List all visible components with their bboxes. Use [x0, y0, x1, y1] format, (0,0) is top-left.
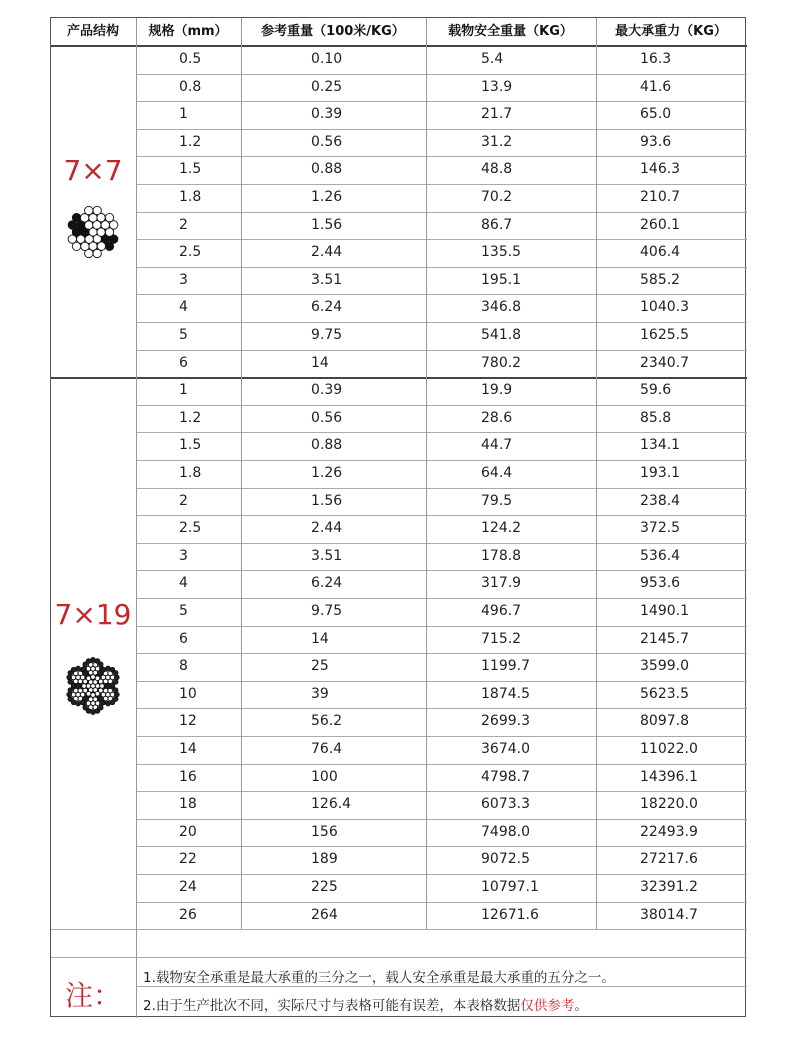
- row-divider: [136, 902, 747, 903]
- row-divider: [136, 653, 747, 654]
- table-cell: 1.2: [179, 409, 202, 426]
- table-cell: 2: [179, 492, 188, 509]
- table-cell: 1: [179, 106, 188, 123]
- row-divider: [136, 460, 747, 461]
- table-cell: 536.4: [640, 547, 681, 564]
- table-cell: 70.2: [481, 189, 513, 205]
- row-divider: [136, 101, 747, 102]
- row-divider: [136, 239, 747, 240]
- table-cell: 14: [311, 630, 329, 647]
- wire: [76, 684, 81, 689]
- wire: [95, 691, 100, 696]
- rope-7x19-cross-section-icon: [53, 648, 133, 724]
- wire: [68, 697, 73, 702]
- table-cell: 156: [311, 823, 338, 840]
- wire: [105, 213, 113, 221]
- table-cell: 5: [179, 327, 188, 343]
- table-cell: 65.0: [640, 106, 672, 123]
- group-divider: [51, 377, 747, 379]
- table-cell: 3: [179, 547, 188, 564]
- table-cell: 124.2: [481, 520, 522, 537]
- note-line-1: 1.载物安全承重是最大承重的三分之一，载人安全承重是最大承重的五分之一。: [143, 970, 615, 986]
- table-cell: 317.9: [481, 575, 522, 592]
- table-cell: 18: [179, 796, 197, 813]
- table-cell: 31.2: [481, 133, 513, 150]
- table-cell: 26: [179, 906, 197, 923]
- table-cell: 541.8: [481, 327, 522, 343]
- row-divider: [136, 764, 747, 765]
- row-divider: [136, 184, 747, 185]
- table-cell: 1.56: [311, 216, 343, 233]
- table-cell: 0.56: [311, 133, 343, 150]
- table-cell: 28.6: [481, 409, 513, 426]
- wire: [105, 228, 113, 236]
- column-divider: [136, 18, 137, 1018]
- wire: [110, 700, 115, 705]
- table-cell: 4798.7: [481, 768, 530, 785]
- table-cell: 9.75: [311, 603, 343, 619]
- notes-divider: [51, 957, 747, 958]
- table-cell: 0.39: [311, 382, 343, 399]
- note-mark: 注：: [64, 979, 121, 1012]
- table-cell: 346.8: [481, 299, 522, 316]
- table-cell: 0.10: [311, 51, 343, 67]
- wire: [86, 676, 91, 681]
- table-cell: 0.8: [179, 78, 202, 95]
- table-cell: 1.8: [179, 465, 202, 481]
- table-cell: 0.88: [311, 161, 343, 178]
- wire: [98, 662, 103, 667]
- table-cell: 6073.3: [481, 796, 530, 813]
- row-divider: [136, 212, 747, 213]
- spec-table: [50, 17, 746, 1017]
- table-cell: 22: [179, 851, 197, 868]
- header-ref-weight: 参考重量（100米/KG）: [261, 24, 405, 39]
- table-cell: 406.4: [640, 244, 681, 261]
- note-line-2-end: 。: [574, 998, 588, 1014]
- table-cell: 225: [311, 879, 338, 895]
- table-cell: 27217.6: [640, 851, 698, 868]
- wire: [76, 666, 81, 671]
- table-cell: 1.56: [311, 492, 343, 509]
- table-cell: 14: [179, 741, 197, 757]
- table-cell: 39: [311, 685, 329, 702]
- table-cell: 12: [179, 713, 197, 730]
- wire: [86, 659, 91, 664]
- wire: [100, 701, 105, 706]
- table-cell: 3.51: [311, 271, 343, 288]
- row-divider: [136, 488, 747, 489]
- table-cell: 6.24: [311, 299, 343, 316]
- wire: [97, 213, 105, 221]
- wire: [115, 692, 120, 697]
- row-divider: [136, 570, 747, 571]
- table-cell: 4: [179, 575, 188, 592]
- table-cell: 2.5: [179, 244, 202, 261]
- table-cell: 16: [179, 768, 197, 785]
- header-max-load: 最大承重力（KG）: [615, 24, 727, 39]
- wire: [71, 667, 76, 672]
- notes-row-divider: [136, 986, 747, 987]
- group-divider: [51, 929, 747, 930]
- table-cell: 5: [179, 603, 188, 619]
- table-cell: 6: [179, 630, 188, 647]
- wire: [91, 710, 96, 715]
- header-structure: 产品结构: [66, 24, 119, 39]
- table-cell: 0.39: [311, 106, 343, 123]
- table-cell: 135.5: [481, 244, 522, 261]
- header-spec: 规格（mm）: [148, 24, 228, 39]
- table-cell: 780.2: [481, 354, 522, 371]
- row-divider: [136, 515, 747, 516]
- wire: [67, 692, 72, 697]
- table-cell: 3.51: [311, 547, 343, 564]
- wire: [68, 680, 73, 685]
- table-cell: 496.7: [481, 603, 522, 619]
- row-divider: [136, 294, 747, 295]
- table-cell: 1.5: [179, 161, 202, 178]
- table-cell: 0.25: [311, 78, 343, 95]
- table-cell: 21.7: [481, 106, 513, 123]
- table-cell: 56.2: [311, 713, 343, 730]
- row-divider: [136, 543, 747, 544]
- wire: [82, 684, 87, 689]
- table-cell: 2340.7: [640, 354, 689, 371]
- table-cell: 5.4: [481, 51, 504, 67]
- row-divider: [136, 708, 747, 709]
- table-cell: 20: [179, 823, 197, 840]
- table-cell: 13.9: [481, 78, 513, 95]
- table-cell: 210.7: [640, 189, 681, 205]
- table-cell: 3: [179, 271, 188, 288]
- table-cell: 195.1: [481, 271, 522, 288]
- row-divider: [136, 322, 747, 323]
- table-cell: 59.6: [640, 382, 672, 399]
- table-cell: 11022.0: [640, 741, 698, 757]
- table-cell: 22493.9: [640, 823, 698, 840]
- row-divider: [136, 350, 747, 351]
- table-cell: 1490.1: [640, 603, 689, 619]
- table-cell: 372.5: [640, 520, 681, 537]
- wire: [76, 701, 81, 706]
- table-cell: 1: [179, 382, 188, 399]
- table-cell: 953.6: [640, 575, 681, 592]
- row-divider: [136, 432, 747, 433]
- note-line-2-text: 2.由于生产批次不同，实际尺寸与表格可能有误差，本表格数据: [143, 998, 521, 1014]
- table-cell: 1040.3: [640, 299, 689, 316]
- wire: [91, 675, 96, 680]
- table-cell: 1.26: [311, 189, 343, 205]
- structure-label-7x7: 7×7: [63, 154, 123, 187]
- table-cell: 10: [179, 685, 197, 702]
- table-cell: 8097.8: [640, 713, 689, 730]
- wire: [93, 249, 101, 257]
- wire: [81, 242, 89, 250]
- header-safe-load: 载物安全重量（KG）: [448, 24, 573, 39]
- table-cell: 9072.5: [481, 851, 530, 868]
- wire: [115, 675, 120, 680]
- table-cell: 12671.6: [481, 906, 539, 923]
- wire: [113, 671, 118, 676]
- row-divider: [136, 598, 747, 599]
- table-cell: 264: [311, 906, 338, 923]
- table-cell: 1.8: [179, 189, 202, 205]
- wire: [98, 696, 103, 701]
- wire: [113, 688, 118, 693]
- table-cell: 64.4: [481, 465, 513, 481]
- table-cell: 10797.1: [481, 879, 539, 895]
- row-divider: [136, 819, 747, 820]
- wire: [105, 242, 113, 250]
- note-line-2: [143, 994, 588, 1014]
- table-cell: 14: [311, 354, 329, 371]
- table-cell: 1.5: [179, 437, 202, 454]
- table-cell: 16.3: [640, 51, 672, 67]
- row-divider: [136, 267, 747, 268]
- row-divider: [136, 405, 747, 406]
- wire: [106, 666, 111, 671]
- column-divider: [596, 18, 597, 929]
- table-cell: 1874.5: [481, 685, 530, 702]
- structure-label-7x19: 7×19: [54, 598, 132, 631]
- table-cell: 3674.0: [481, 741, 530, 757]
- row-divider: [136, 846, 747, 847]
- table-cell: 2: [179, 216, 188, 233]
- rope-7x7-cross-section-icon: [53, 196, 133, 268]
- row-divider: [136, 874, 747, 875]
- wire: [82, 666, 87, 671]
- table-cell: 5623.5: [640, 685, 689, 702]
- table-cell: 6.24: [311, 575, 343, 592]
- table-cell: 18220.0: [640, 796, 698, 813]
- table-cell: 189: [311, 851, 338, 868]
- row-divider: [136, 791, 747, 792]
- wire: [85, 206, 93, 214]
- wire: [106, 701, 111, 706]
- table-cell: 7498.0: [481, 823, 530, 840]
- table-cell: 25: [311, 658, 329, 675]
- table-cell: 32391.2: [640, 879, 698, 895]
- wire: [101, 667, 106, 672]
- table-cell: 2.44: [311, 244, 343, 261]
- wire: [106, 684, 111, 689]
- wire: [83, 688, 88, 693]
- table-cell: 260.1: [640, 216, 681, 233]
- row-divider: [136, 736, 747, 737]
- table-cell: 14396.1: [640, 768, 698, 785]
- table-cell: 126.4: [311, 796, 352, 813]
- table-cell: 6: [179, 354, 188, 371]
- table-cell: 86.7: [481, 216, 513, 233]
- wire: [91, 693, 96, 698]
- wire: [83, 705, 88, 710]
- table-cell: 134.1: [640, 437, 681, 454]
- wire: [95, 709, 100, 714]
- row-divider: [136, 626, 747, 627]
- column-divider: [241, 18, 242, 929]
- row-divider: [136, 129, 747, 130]
- row-divider: [136, 681, 747, 682]
- table-cell: 2.44: [311, 520, 343, 537]
- table-cell: 19.9: [481, 382, 513, 399]
- table-cell: 38014.7: [640, 906, 698, 923]
- table-cell: 3599.0: [640, 658, 689, 675]
- table-cell: 715.2: [481, 630, 522, 647]
- header-divider: [51, 45, 747, 47]
- table-cell: 0.88: [311, 437, 343, 454]
- table-cell: 24: [179, 879, 197, 895]
- table-cell: 1.2: [179, 133, 202, 150]
- table-cell: 79.5: [481, 492, 513, 509]
- table-cell: 41.6: [640, 78, 672, 95]
- table-cell: 193.1: [640, 465, 681, 481]
- wire: [91, 658, 96, 663]
- table-cell: 238.4: [640, 492, 681, 509]
- table-cell: 2699.3: [481, 713, 530, 730]
- table-cell: 44.7: [481, 437, 513, 454]
- wire: [110, 683, 115, 688]
- wire: [67, 675, 72, 680]
- table-cell: 4: [179, 299, 188, 316]
- table-cell: 1625.5: [640, 327, 689, 343]
- table-cell: 1199.7: [481, 658, 530, 675]
- column-divider: [426, 18, 427, 929]
- table-cell: 1.26: [311, 465, 343, 481]
- table-cell: 85.8: [640, 409, 672, 426]
- table-cell: 178.8: [481, 547, 522, 564]
- wire: [72, 213, 80, 221]
- table-cell: 8: [179, 658, 188, 675]
- table-cell: 100: [311, 768, 338, 785]
- table-cell: 93.6: [640, 133, 672, 150]
- table-cell: 0.56: [311, 409, 343, 426]
- table-cell: 2.5: [179, 520, 202, 537]
- table-cell: 0.5: [179, 51, 202, 67]
- table-cell: 585.2: [640, 271, 681, 288]
- table-cell: 2145.7: [640, 630, 689, 647]
- table-cell: 146.3: [640, 161, 681, 178]
- table-cell: 48.8: [481, 161, 513, 178]
- note-highlight: 仅供参考: [520, 998, 575, 1014]
- wire: [83, 671, 88, 676]
- table-cell: 76.4: [311, 741, 343, 757]
- wire: [80, 700, 85, 705]
- row-divider: [136, 74, 747, 75]
- row-divider: [136, 156, 747, 157]
- wire: [98, 679, 103, 684]
- wire: [100, 684, 105, 689]
- table-cell: 9.75: [311, 327, 343, 343]
